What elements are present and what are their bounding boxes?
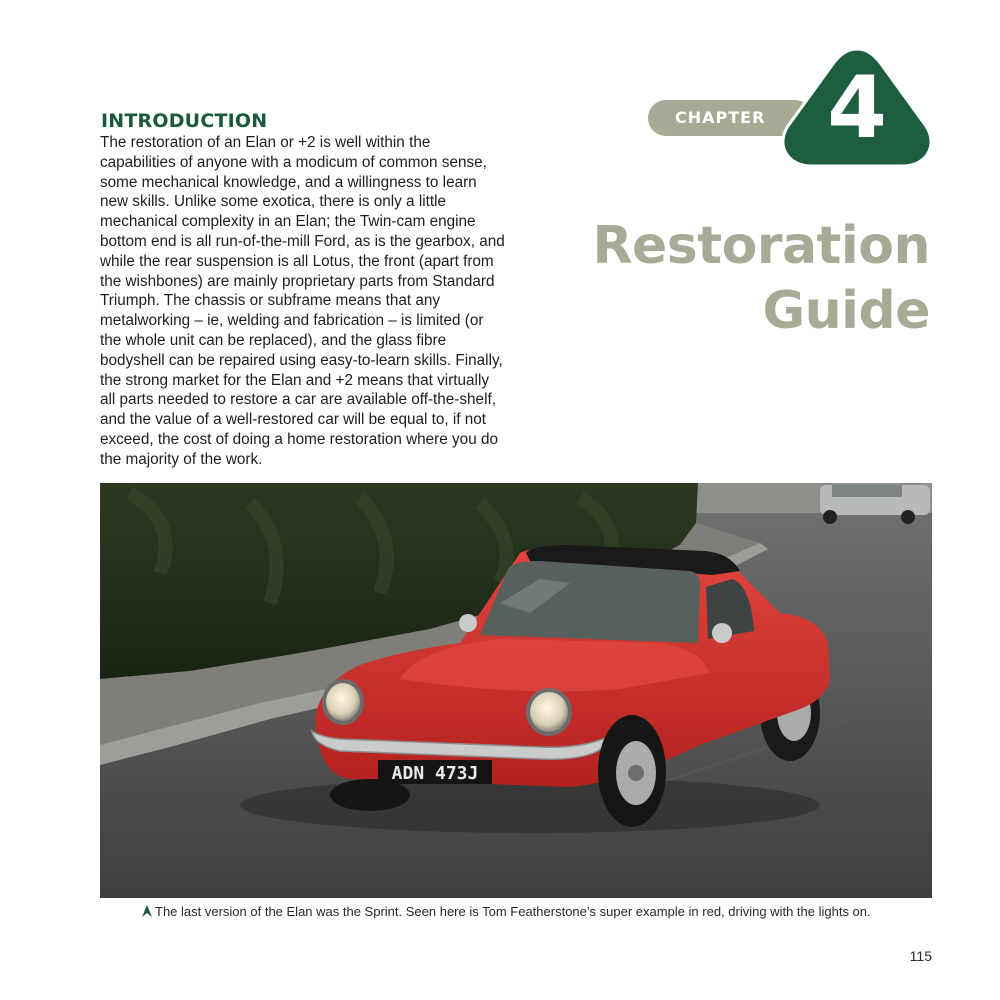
number-plate-text: ADN 473J [391,763,479,784]
caption-arrow-icon [142,905,152,917]
photo-caption [142,904,902,919]
caption-text: The last version of the Elan was the Sprint. Seen here is Tom Featherstone’s super example in red, driving with the lights on. [155,904,871,919]
red-lotus-elan-photo [100,483,932,898]
chapter-title-line-1: Restoration [592,216,930,276]
section-heading: INTRODUCTION [101,110,268,132]
chapter-label: CHAPTER [648,100,813,136]
chapter-title-line-2: Guide [762,281,930,341]
page-number: 115 [909,948,932,964]
intro-paragraph: The restoration of an Elan or +2 is well within the capabilities of anyone with a modicum of common sense, some mechanical knowledge, and a willingness to learn new skills. Unlike some exotica, there is only a little mechanical complexity in an Elan; the Twin-cam engine bottom end is all run-of-the-mill Ford, as is the gearbox, and while the rear suspension is all Lotus, the front (apart from the wishbones) are mainly proprietary parts from Standard Triumph. The chassis or subframe means that any metalworking – ie, welding and fabrication – is limited (or the whole unit can be replaced), and the glass fibre bodyshell can be repaired using easy-to-learn skills. Finally, the strong market for the Elan and +2 means that virtually all parts needed to restore a car are available off-the-shelf, and the value of a well-restored car will be equal to, if not exceed, the cost of doing a home restoration where you do the majority of the work. [100,134,505,468]
chapter-number: 4 [827,58,887,158]
